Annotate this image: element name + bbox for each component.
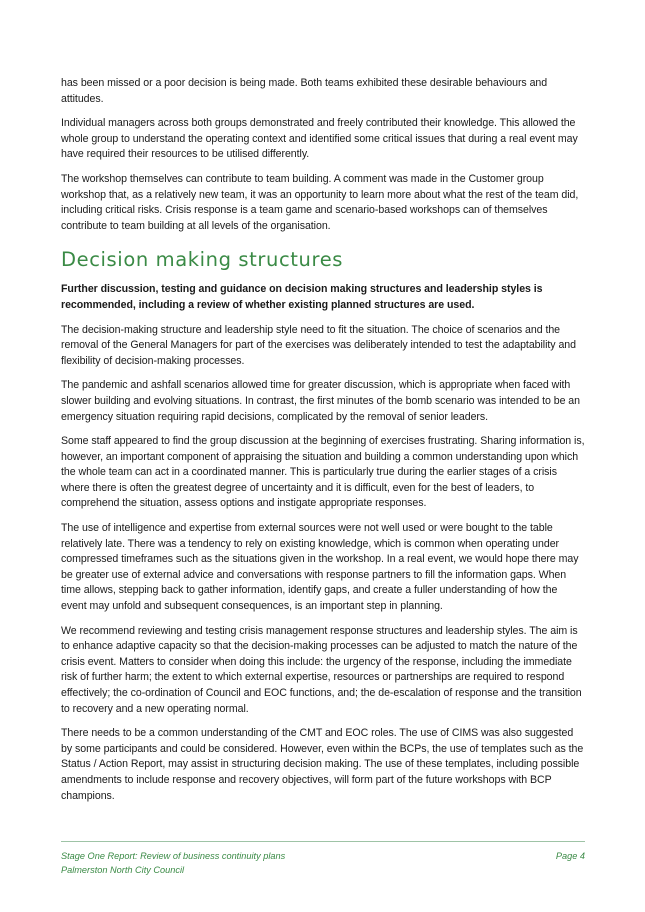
document-page (61, 76, 585, 813)
footer-organisation: Palmerston North City Council (61, 864, 185, 875)
footer-report-title: Stage One Report: Review of business continuity plans (61, 851, 286, 861)
page-number: Page 4 (555, 851, 585, 861)
paragraph-7: The use of intelligence and expertise from external sources were not well used or were bought to the table relatively late. There was a tendency to rely on existing knowledge, which is common when operating under compressed timeframes such as the situations given in the workshop. In a real event, we would hope there may be greater use of external advice and conversations with response partners to fill the information gaps. When time allows, stepping back to gather information, identify gaps, and create a fuller understanding of how the event may unfold and subsequent consequences, is an important step in planning. (61, 522, 579, 613)
paragraph-3: The workshop themselves can contribute to team building. A comment was made in the Customer group workshop that, as a relatively new team, it was an opportunity to learn more about what the rest of the team did, including critical risks. Crisis response is a team game and scenario-based workshops can of themselves contribute to team building at all levels of the organisation. (61, 172, 579, 232)
paragraph-6: Some staff appeared to find the group discussion at the beginning of exercises frustrating. Sharing information is, however, an important component of appraising the situation and building a common understanding upon which the whole team can act in a coordinated manner. This is particularly true during the earlier stages of a crisis where there is often the greatest degree of uncertainty and it is difficult, even for the best of leaders, to comprehend the situation, assess options and instigate appropriate responses. (61, 435, 585, 510)
paragraph-1: has been missed or a poor decision is being made. Both teams exhibited these desirable behaviours and attitudes. (61, 77, 548, 105)
paragraph-4: The decision-making structure and leadership style need to fit the situation. The choice of scenarios and the removal of the General Managers for part of the exercises was deliberately intended to test the adaptability and flexibility of decision-making processes. (61, 323, 576, 367)
section-heading: Decision making structures (61, 248, 344, 272)
recommendation-statement: Further discussion, testing and guidance on decision making structures and leadership styles is recommended, including a review of whether existing planned structures are used. (61, 283, 543, 311)
paragraph-2: Individual managers across both groups demonstrated and freely contributed their knowledge. This allowed the whole group to understand the operating context and identified some critical issues that during a real event may have required their resources to be utilised differently. (61, 117, 578, 161)
footer-title (61, 850, 285, 877)
paragraph-9: There needs to be a common understanding of the CMT and EOC roles. The use of CIMS was also suggested by some participants and could be considered. However, even within the BCPs, the use of templates such as the Status / Action Report, may assist in structuring decision making. The use of these templates, including possible amendments to include response and recovery objectives, will form part of the future workshops with BCP champions. (61, 727, 584, 802)
footer-divider (61, 841, 585, 842)
paragraph-8: We recommend reviewing and testing crisis management response structures and leadership styles. The aim is to enhance adaptive capacity so that the decision-making processes can be adjusted to match the nature of the crisis event. Matters to consider when doing this include: the urgency of the response, including the immediate risk of further harm; the extent to which external expertise, resources or partnerships are required to respond effectively; the co-ordination of Council and EOC functions, and; the de-escalation of response and the transition to recovery and a new operating normal. (61, 624, 582, 715)
paragraph-5: The pandemic and ashfall scenarios allowed time for greater discussion, which is appropriate when faced with slower building and evolving situations. In contrast, the first minutes of the bomb scenario was intended to be an emergency situation requiring rapid decisions, complicated by the removal of senior leaders. (61, 379, 580, 423)
